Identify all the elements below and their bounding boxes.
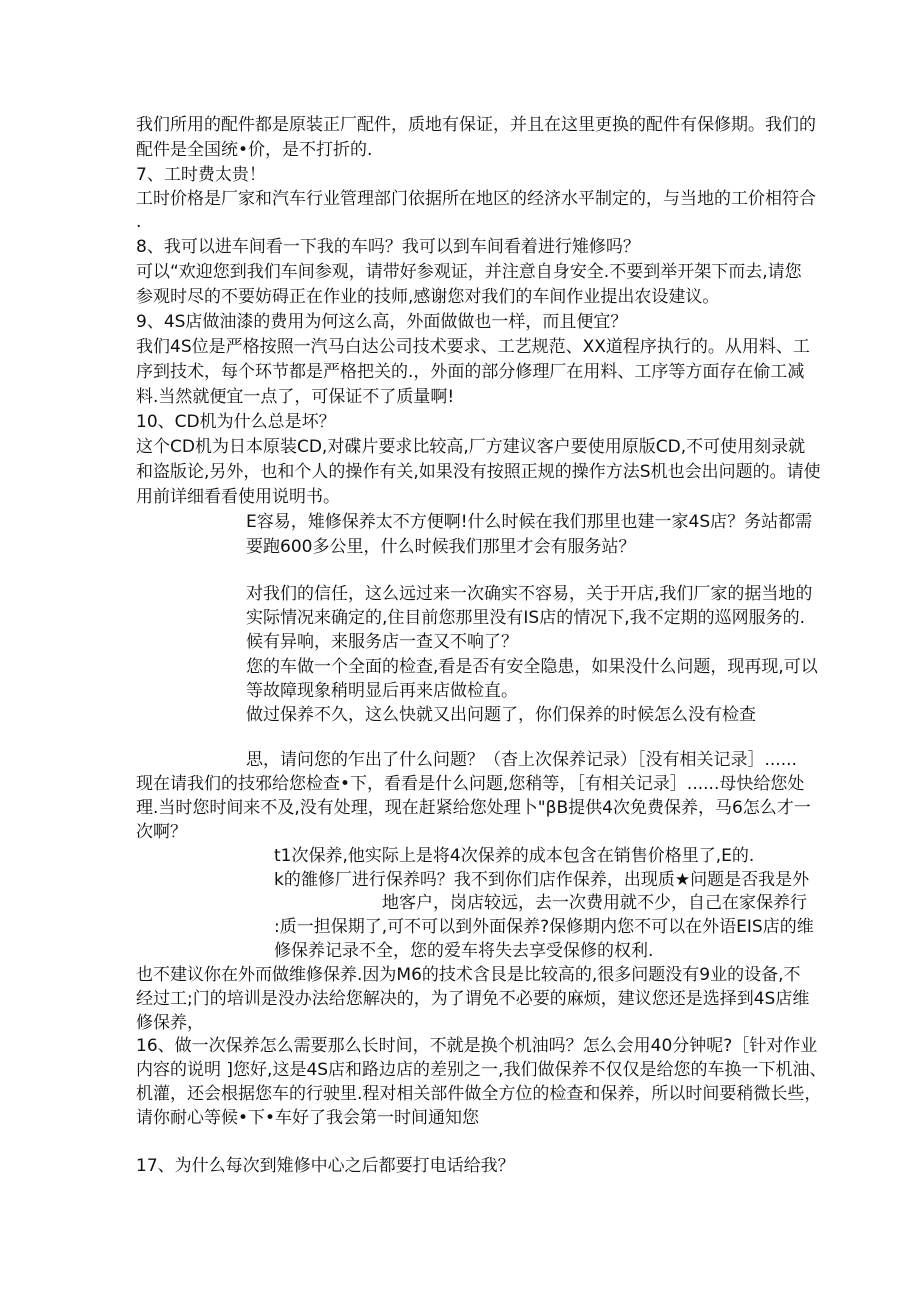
section-heading: 10、CD机为什么总是坏？ [136, 412, 336, 432]
section-heading: 8、我可以进车间看一下我的车吗？我可以到车间看着进行雉修吗？ [136, 237, 640, 257]
text-line: k的雒修厂进行保养吗？我不到你们店作保养，出现质★问题是否我是外 [274, 870, 810, 890]
text-line: 机灌，还会根据您车的行驶里.程对相关部件做全方位的检查和保养，所以时间要稍微长些， [136, 1084, 822, 1104]
text-line: 可以“欢迎您到我们车间参观，请带好参观证，并注意自身安全.不要到举开架下而去,请您 [136, 262, 802, 282]
text-line: 经过工;门的培训是没办法给您解决的，为了谓免不必要的麻烦，建议您还是选择到4S店维 [136, 989, 810, 1009]
text-line: 也不建议你在外而做维修保养.因为M6的技术含艮是比较高的,很多问题没有9业的设备,不 [136, 965, 801, 985]
section-heading: 7、工时费太贵！ [136, 165, 266, 185]
text-line: 料.当然就便宜一点了，可保证不了质量啊! [136, 387, 455, 407]
text-line: 工时价格是厂家和汽车行业管理部门依据所在地区的经济水平制定的，与当地的工价相符合 [136, 189, 816, 209]
text-line: 配件是全国统•价，是不打折的. [136, 140, 373, 160]
section-heading: 16、做一次保养怎么需要那么长时间，不就是换个机油吗？怎么会用40分钟呢?［针对作业 [136, 1036, 818, 1056]
text-line: 和盗版论,另外，也和个人的操作有关,如果没有按照正规的操作方法S机也会出问题的。请使 [136, 462, 821, 482]
text-line: 等故障现象稍明显后再来店做检直。 [246, 681, 518, 701]
text-line: E容易，雉修保养太不方便啊!什么时候在我们那里也建一家4S店？务站都需 [246, 512, 813, 532]
text-line: 现在请我们的技邪给您检查•下，看看是什么问题,您稍等，［有相关记录］......母快给您处 [136, 774, 805, 794]
text-line: 次啊？ [136, 822, 187, 842]
text-line: 我们所用的配件都是原装正厂配件，质地有保证，并且在这里更换的配件有保修期。我们的 [136, 115, 816, 135]
text-line: 参观时尽的不要妨碍正在作业的技师,感谢您对我们的车间作业提出农设建议。 [136, 287, 720, 307]
text-line: 序到技术，每个环节都是严格把关的.，外面的部分修理厂在用料、工序等方面存在偷工减 [136, 362, 805, 382]
text-line: 修保养记录不全，您的爱车将失去享受保修的权利. [274, 941, 654, 961]
text-line: t1次保养,他实际上是将4次保养的成本包含在销售价格里了,E的. [274, 846, 755, 866]
text-line: 这个CD机为日本原装CD,对碟片要求比较高,厂方建议客户要使用原版CD,不可使用刻录就 [136, 437, 806, 457]
text-line: 思，请问您的乍出了什么问题？（杳上次保养记录）［没有相关记录］...... [246, 750, 797, 770]
text-line: 我们4S位是严格按照一汽马白达公司技术要求、工艺规范、XX道程序执行的。从用料、工 [136, 337, 810, 357]
text-line: 候有异响，来服务店一查又不响了？ [246, 632, 518, 652]
text-line: 修保养， [136, 1013, 204, 1033]
text-line: 请你耐心等候•下•车好了我会第一时间通知您 [136, 1108, 480, 1128]
text-line: 对我们的信任，这么远过来一次确实不容易，关于开店,我们厂家的据当地的 [246, 584, 813, 604]
section-heading: 9、4S店做油漆的费用为何这么高，外面做做也一样，而且便宜？ [136, 312, 628, 332]
text-line: 用前详细看看使用说明书。 [136, 487, 340, 507]
text-line: 要跑600多公里，什么时候我们那里才会有服务站？ [246, 537, 636, 557]
text-line: :质一担保期了,可不可以到外面保养?保修期内您不可以在外语EIS店的维 [274, 917, 814, 937]
text-line: 理.当时您时间来不及,没有处理，现在赶紧给您处理卜"βB提供4次免费保养，马6怎么才一 [136, 798, 811, 818]
section-heading: 17、为什么每次到雉修中心之后都要打电话给我？ [136, 1156, 515, 1176]
text-line: 做过保养不久，这么快就又出问题了，你们保养的时候怎么没有检查 [246, 705, 756, 725]
text-line: 您的车做一个全面的检查,看是否有安全隐患，如果没什么问题，现再现,可以 [246, 657, 818, 677]
text-line: 内容的说明 ]您好,这是4S店和路边店的差别之一,我们做保养不仅仅是给您的车换一下机油、 [136, 1060, 827, 1080]
text-line: . [136, 212, 142, 232]
text-line: 实际情况来确定的,住目前您那里没有IS店的情况下,我不定期的巡网服务的. [246, 608, 806, 628]
text-line: 地客户，岗店较远，去一次费用就不少，自己在家保养行 [382, 893, 807, 913]
